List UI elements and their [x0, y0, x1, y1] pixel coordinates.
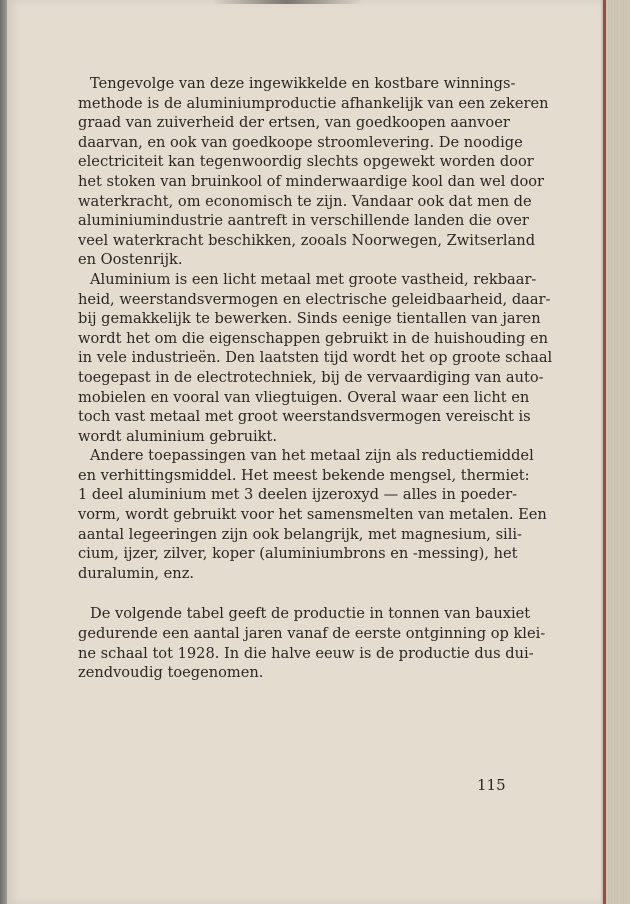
book-spine-edge — [0, 0, 7, 904]
text-line: toch vast metaal met groot weerstandsvermogen vereischt is — [78, 408, 531, 426]
book-cover-edge — [603, 0, 606, 904]
text-line: in vele industrieën. Den laatsten tijd wordt het op groote schaal — [78, 349, 553, 367]
text-line: zendvoudig toegenomen. — [78, 664, 264, 682]
text-line: mobielen en vooral van vliegtuigen. Overal waar een licht en — [78, 388, 530, 406]
text-line: Tengevolge van deze ingewikkelde en kostbare winnings- — [90, 75, 516, 92]
text-line: vorm, wordt gebruikt voor het samensmelten van metalen. Een — [78, 506, 547, 524]
text-line: Andere toepassingen van het metaal zijn als reductiemiddel — [90, 447, 534, 465]
text-line: De volgende tabel geeft de productie in tonnen van bauxiet — [90, 605, 531, 623]
top-scan-mark — [212, 0, 362, 4]
text-line: daarvan, en ook van goedkoope stroomlevering. De noodige — [78, 133, 523, 151]
text-line: graad van zuiverheid der ertsen, van goedkoopen aanvoer — [78, 114, 510, 132]
text-line: ne schaal tot 1928. In die halve eeuw is de productie dus dui- — [78, 644, 534, 662]
text-line: veel waterkracht beschikken, zooals Noorwegen, Zwitserland — [78, 231, 536, 249]
paragraph-2 — [78, 270, 553, 446]
text-line: aluminiumindustrie aantreft in verschillende landen die over — [78, 212, 529, 230]
text-line: 1 deel aluminium met 3 deelen ijzeroxyd — alles in poeder- — [78, 486, 518, 504]
text-line: heid, weerstandsvermogen en electrische geleidbaarheid, daar- — [78, 290, 551, 308]
text-line: duralumin, enz. — [78, 564, 195, 582]
text-line: waterkracht, om economisch te zijn. Vandaar ook dat men de — [78, 192, 532, 210]
paragraph-3 — [78, 446, 547, 583]
text-line: bij gemakkelijk te bewerken. Sinds eenige tientallen van jaren — [78, 310, 541, 328]
text-line: Aluminium is een licht metaal met groote vastheid, rekbaar- — [90, 270, 537, 288]
text-line: wordt het om die eigenschappen gebruikt in de huishouding en — [78, 329, 548, 347]
paragraph-spacer — [78, 583, 509, 604]
body-text — [78, 74, 553, 683]
paragraph-1 — [78, 74, 549, 270]
text-line: cium, ijzer, zilver, koper (aluminiumbrons en -messing), het — [78, 545, 518, 563]
text-line: het stoken van bruinkool of minderwaardige kool dan wel door — [78, 172, 544, 190]
text-line: electriciteit kan tegenwoordig slechts opgewekt worden door — [78, 153, 534, 171]
text-line: en verhittingsmiddel. Het meest bekende mengsel, thermiet: — [78, 466, 530, 484]
text-line: wordt aluminium gebruikt. — [78, 427, 278, 445]
paragraph-4 — [78, 604, 546, 682]
text-line: en Oostenrijk. — [78, 251, 183, 269]
text-line: methode is de aluminiumproductie afhankelijk van een zekeren — [78, 94, 549, 112]
text-line: aantal legeeringen zijn ook belangrijk, met magnesium, sili- — [78, 525, 522, 543]
text-line: gedurende een aantal jaren vanaf de eerste ontginning op klei- — [78, 625, 546, 643]
page-number: 115 — [477, 776, 506, 794]
text-line: toegepast in de electrotechniek, bij de vervaardiging van auto- — [78, 368, 544, 386]
